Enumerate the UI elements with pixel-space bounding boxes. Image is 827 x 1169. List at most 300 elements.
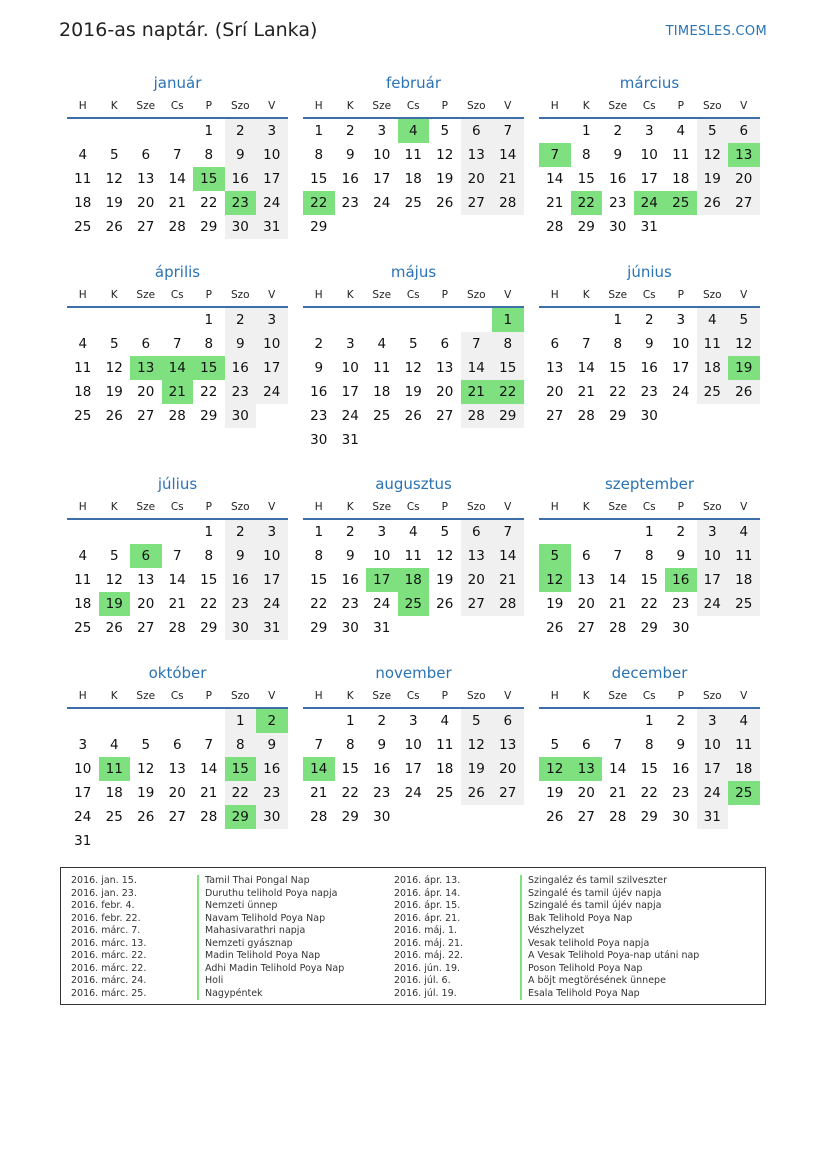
day-cell: 28	[577, 408, 595, 424]
month-name: szeptember	[604, 475, 695, 493]
week-row	[303, 781, 524, 805]
week-row	[303, 616, 524, 640]
day-cell: 29	[200, 408, 218, 424]
weekday-label: Sze	[372, 289, 392, 301]
weekday-label: Cs	[406, 501, 420, 513]
day-cell: 31	[256, 616, 288, 640]
day-cell: 25	[74, 620, 92, 636]
day-cell: 20	[461, 568, 493, 592]
weekday-label: Cs	[406, 289, 420, 301]
empty-day-cell	[162, 829, 194, 853]
month-1	[67, 71, 288, 239]
day-cell: 18	[74, 596, 92, 612]
day-cell: 1	[225, 709, 257, 733]
empty-day-cell	[398, 616, 430, 640]
weekday-label: V	[504, 690, 512, 702]
day-cell: 25	[74, 219, 92, 235]
month-name: január	[153, 74, 202, 92]
weekday-label: Sze	[372, 100, 392, 112]
weekday-label: V	[740, 289, 748, 301]
weekday-label: K	[346, 100, 354, 112]
weekday-label: K	[346, 501, 354, 513]
month-name: október	[148, 664, 207, 682]
holiday-day-cell: 11	[99, 757, 131, 781]
day-cell: 25	[404, 195, 422, 211]
day-cell: 30	[225, 616, 257, 640]
day-cell: 17	[697, 757, 729, 781]
week-row	[303, 733, 524, 757]
day-cell: 3	[408, 713, 418, 729]
weekday-label: H	[314, 501, 323, 513]
day-cell: 29	[577, 219, 595, 235]
day-cell: 26	[436, 195, 454, 211]
day-cell: 2	[613, 123, 623, 139]
weekday-label: Sze	[608, 100, 628, 112]
day-cell: 25	[74, 408, 92, 424]
day-cell: 6	[440, 336, 450, 352]
weekday-label: H	[78, 690, 87, 702]
weekday-label: Szo	[230, 100, 250, 112]
weekday-label: V	[740, 690, 748, 702]
holiday-day-cell: 19	[728, 356, 760, 380]
month-name: március	[619, 74, 680, 92]
empty-day-cell	[256, 404, 288, 428]
day-cell: 21	[577, 384, 595, 400]
weekday-label: H	[550, 100, 559, 112]
day-cell: 16	[310, 384, 328, 400]
holiday-day-cell: 29	[225, 805, 257, 829]
week-row	[539, 616, 760, 640]
legend-row	[394, 975, 699, 988]
empty-day-cell	[256, 829, 288, 853]
day-cell: 4	[78, 147, 88, 163]
legend-holiday-name: Poson Telihold Poya Nap	[528, 962, 643, 974]
day-cell: 17	[256, 167, 288, 191]
day-cell: 28	[461, 404, 493, 428]
day-cell: 13	[461, 143, 493, 167]
empty-day-cell	[398, 805, 430, 829]
day-cell: 15	[200, 572, 218, 588]
day-cell: 11	[74, 171, 92, 187]
weekday-label: P	[677, 289, 684, 301]
day-cell: 13	[137, 572, 155, 588]
week-row	[67, 404, 288, 428]
legend-date: 2016. márc. 13.	[71, 937, 147, 949]
day-cell: 13	[577, 572, 595, 588]
day-cell: 9	[345, 147, 355, 163]
day-cell: 4	[697, 308, 729, 332]
day-cell: 7	[172, 147, 182, 163]
week-row	[303, 757, 524, 781]
legend-row	[394, 925, 699, 938]
day-cell: 16	[341, 572, 359, 588]
day-cell: 31	[74, 833, 92, 849]
day-cell: 13	[137, 171, 155, 187]
day-cell: 13	[546, 360, 564, 376]
weekday-label: H	[314, 100, 323, 112]
empty-day-cell	[398, 215, 430, 239]
empty-day-cell	[99, 520, 131, 544]
day-cell: 10	[256, 332, 288, 356]
holiday-day-cell: 12	[539, 568, 571, 592]
empty-day-cell	[162, 520, 194, 544]
day-cell: 9	[613, 147, 623, 163]
empty-day-cell	[571, 709, 603, 733]
week-row	[303, 805, 524, 829]
weekday-label: V	[740, 100, 748, 112]
day-cell: 22	[200, 596, 218, 612]
day-cell: 29	[640, 809, 658, 825]
day-cell: 9	[225, 332, 257, 356]
day-cell: 5	[697, 119, 729, 143]
week-row	[67, 781, 288, 805]
legend-marker	[520, 925, 522, 938]
legend-row	[394, 900, 699, 913]
day-cell: 4	[377, 336, 387, 352]
weekday-label: Szo	[702, 289, 722, 301]
day-cell: 19	[546, 596, 564, 612]
day-cell: 8	[204, 147, 214, 163]
weekday-label: K	[346, 289, 354, 301]
legend-marker	[197, 888, 199, 901]
day-cell: 14	[168, 171, 186, 187]
holiday-day-cell: 15	[193, 167, 225, 191]
day-cell: 14	[546, 171, 564, 187]
day-cell: 8	[644, 737, 654, 753]
day-cell: 15	[577, 171, 595, 187]
day-cell: 30	[341, 620, 359, 636]
legend-holiday-name: Esala Telihold Poya Nap	[528, 987, 640, 999]
day-cell: 12	[436, 147, 454, 163]
day-cell: 12	[697, 143, 729, 167]
day-cell: 10	[640, 147, 658, 163]
week-row	[539, 167, 760, 191]
legend-holiday-name: Navam Telihold Poya Nap	[205, 912, 326, 924]
empty-day-cell	[366, 308, 398, 332]
holiday-day-cell: 22	[571, 191, 603, 215]
day-cell: 28	[492, 592, 524, 616]
day-cell: 25	[373, 408, 391, 424]
day-cell: 2	[345, 524, 355, 540]
day-cell: 2	[676, 524, 686, 540]
empty-day-cell	[67, 308, 99, 332]
day-cell: 8	[314, 147, 324, 163]
week-row	[539, 709, 760, 733]
weekday-label: P	[677, 690, 684, 702]
day-cell: 28	[200, 809, 218, 825]
day-cell: 8	[314, 548, 324, 564]
day-cell: 2	[644, 312, 654, 328]
day-cell: 28	[609, 620, 627, 636]
weekday-label: Cs	[170, 100, 184, 112]
weekday-header	[303, 284, 524, 306]
day-cell: 30	[225, 215, 257, 239]
empty-day-cell	[429, 428, 461, 452]
week-row	[67, 544, 288, 568]
month-name: február	[385, 74, 442, 92]
legend-date: 2016. máj. 22.	[394, 950, 464, 961]
day-cell: 27	[492, 781, 524, 805]
day-cell: 23	[225, 592, 257, 616]
legend-date: 2016. ápr. 15.	[394, 900, 461, 911]
day-cell: 20	[168, 785, 186, 801]
day-cell: 14	[609, 572, 627, 588]
weekday-label: K	[346, 690, 354, 702]
weekday-header	[67, 284, 288, 306]
legend-holiday-name: Madin Telihold Poya Nap	[205, 950, 321, 961]
weekday-label: P	[205, 100, 212, 112]
day-cell: 14	[168, 572, 186, 588]
holiday-day-cell: 23	[225, 191, 257, 215]
day-cell: 24	[74, 809, 92, 825]
empty-day-cell	[366, 215, 398, 239]
weekday-header	[67, 685, 288, 707]
legend-row	[394, 963, 699, 976]
day-cell: 5	[461, 709, 493, 733]
holiday-day-cell: 13	[130, 356, 162, 380]
day-cell: 21	[492, 568, 524, 592]
legend-date: 2016. márc. 25.	[71, 987, 147, 999]
empty-day-cell	[697, 215, 729, 239]
day-cell: 20	[728, 167, 760, 191]
legend-date: 2016. jan. 23.	[71, 887, 137, 899]
holiday-day-cell: 21	[461, 380, 493, 404]
day-cell: 20	[461, 167, 493, 191]
day-cell: 26	[697, 191, 729, 215]
weekday-label: Cs	[406, 690, 420, 702]
legend-date: 2016. febr. 4.	[71, 900, 135, 911]
empty-day-cell	[335, 215, 367, 239]
empty-day-cell	[539, 308, 571, 332]
empty-day-cell	[728, 805, 760, 829]
weekday-label: P	[441, 690, 448, 702]
legend-marker	[197, 988, 199, 1001]
week-row	[67, 191, 288, 215]
day-cell: 28	[609, 809, 627, 825]
weekday-label: Cs	[642, 501, 656, 513]
empty-day-cell	[461, 616, 493, 640]
empty-day-cell	[366, 428, 398, 452]
day-cell: 22	[640, 785, 658, 801]
legend-row	[71, 938, 344, 951]
week-row	[67, 733, 288, 757]
holiday-day-cell: 14	[303, 757, 335, 781]
day-cell: 17	[256, 568, 288, 592]
week-row	[303, 308, 524, 332]
day-cell: 12	[137, 761, 155, 777]
day-cell: 18	[74, 384, 92, 400]
legend-date: 2016. jan. 15.	[71, 875, 137, 886]
day-cell: 26	[137, 809, 155, 825]
legend-marker	[520, 900, 522, 913]
day-cell: 28	[492, 191, 524, 215]
day-cell: 1	[204, 524, 214, 540]
week-row	[303, 404, 524, 428]
legend-marker	[520, 938, 522, 951]
legend-marker	[520, 888, 522, 901]
day-cell: 2	[225, 308, 257, 332]
brand-link[interactable]: TIMESLES.COM	[665, 24, 767, 39]
legend-holiday-name: Szingaléz és tamil szilveszter	[528, 875, 668, 886]
day-cell: 22	[225, 781, 257, 805]
day-cell: 5	[440, 123, 450, 139]
week-row	[303, 709, 524, 733]
day-cell: 11	[728, 544, 760, 568]
legend-marker	[197, 950, 199, 963]
day-cell: 6	[550, 336, 560, 352]
holiday-legend-left-column	[71, 875, 344, 1000]
holiday-day-cell: 6	[130, 544, 162, 568]
day-cell: 11	[74, 572, 92, 588]
weekday-label: Cs	[170, 501, 184, 513]
legend-marker	[197, 900, 199, 913]
day-cell: 4	[728, 520, 760, 544]
day-cell: 29	[609, 408, 627, 424]
day-cell: 2	[377, 713, 387, 729]
week-row	[303, 191, 524, 215]
legend-date: 2016. júl. 19.	[394, 987, 457, 999]
weekday-label: P	[205, 690, 212, 702]
weekday-label: Sze	[608, 690, 628, 702]
legend-marker	[197, 975, 199, 988]
day-cell: 26	[436, 596, 454, 612]
day-cell: 11	[728, 733, 760, 757]
holiday-day-cell: 13	[571, 757, 603, 781]
weekday-label: Sze	[608, 501, 628, 513]
week-row	[67, 332, 288, 356]
empty-day-cell	[303, 709, 335, 733]
day-cell: 29	[310, 620, 328, 636]
weekday-header	[539, 685, 760, 707]
empty-day-cell	[461, 428, 493, 452]
day-cell: 11	[672, 147, 690, 163]
month-name: augusztus	[375, 475, 452, 493]
day-cell: 15	[492, 356, 524, 380]
day-cell: 18	[404, 171, 422, 187]
week-row	[303, 119, 524, 143]
week-row	[67, 520, 288, 544]
day-cell: 7	[314, 737, 324, 753]
legend-row	[71, 888, 344, 901]
empty-day-cell	[461, 805, 493, 829]
day-cell: 17	[640, 171, 658, 187]
day-cell: 29	[640, 620, 658, 636]
day-cell: 2	[314, 336, 324, 352]
day-cell: 7	[204, 737, 214, 753]
day-cell: 7	[492, 520, 524, 544]
weekday-label: V	[504, 501, 512, 513]
day-cell: 6	[728, 119, 760, 143]
empty-day-cell	[162, 308, 194, 332]
day-cell: 10	[672, 336, 690, 352]
legend-marker	[520, 875, 522, 888]
day-cell: 20	[546, 384, 564, 400]
day-cell: 22	[609, 384, 627, 400]
day-cell: 20	[137, 596, 155, 612]
day-cell: 26	[404, 408, 422, 424]
day-cell: 16	[225, 356, 257, 380]
day-cell: 1	[613, 312, 623, 328]
weekday-label: Cs	[170, 289, 184, 301]
day-cell: 27	[137, 219, 155, 235]
day-cell: 17	[672, 360, 690, 376]
weekday-label: Sze	[372, 690, 392, 702]
day-cell: 23	[341, 195, 359, 211]
weekday-label: K	[110, 690, 118, 702]
weekday-label: Szo	[466, 690, 486, 702]
day-cell: 18	[436, 761, 454, 777]
weekday-label: K	[110, 289, 118, 301]
week-row	[303, 380, 524, 404]
holiday-day-cell: 5	[539, 544, 571, 568]
day-cell: 18	[728, 757, 760, 781]
day-cell: 9	[644, 336, 654, 352]
day-cell: 17	[373, 171, 391, 187]
day-cell: 3	[377, 524, 387, 540]
week-row	[303, 332, 524, 356]
day-cell: 9	[676, 548, 686, 564]
holiday-day-cell: 15	[225, 757, 257, 781]
day-cell: 1	[644, 524, 654, 540]
legend-marker	[520, 950, 522, 963]
day-cell: 20	[492, 757, 524, 781]
holiday-day-cell: 14	[162, 356, 194, 380]
legend-date: 2016. ápr. 21.	[394, 912, 461, 924]
day-cell: 7	[613, 548, 623, 564]
day-cell: 27	[577, 620, 595, 636]
legend-date: 2016. ápr. 13.	[394, 875, 461, 886]
holiday-legend-right-column	[394, 875, 699, 1000]
day-cell: 21	[609, 785, 627, 801]
weekday-label: Sze	[136, 100, 156, 112]
day-cell: 8	[492, 332, 524, 356]
weekday-label: Szo	[466, 100, 486, 112]
day-cell: 27	[546, 408, 564, 424]
day-cell: 10	[256, 143, 288, 167]
day-cell: 15	[609, 360, 627, 376]
day-cell: 22	[200, 195, 218, 211]
day-cell: 10	[341, 360, 359, 376]
day-cell: 14	[492, 143, 524, 167]
holiday-day-cell: 4	[398, 119, 430, 143]
week-row	[539, 143, 760, 167]
legend-date: 2016. márc. 22.	[71, 962, 147, 974]
empty-day-cell	[162, 119, 194, 143]
weekday-label: Cs	[642, 289, 656, 301]
day-cell: 19	[105, 195, 123, 211]
legend-row	[394, 875, 699, 888]
week-row	[303, 356, 524, 380]
day-cell: 24	[373, 596, 391, 612]
empty-day-cell	[697, 616, 729, 640]
week-row	[539, 119, 760, 143]
weekday-label: Szo	[466, 289, 486, 301]
holiday-day-cell: 13	[728, 143, 760, 167]
week-row	[67, 616, 288, 640]
day-cell: 13	[168, 761, 186, 777]
legend-marker	[197, 963, 199, 976]
day-cell: 24	[256, 380, 288, 404]
day-cell: 14	[492, 544, 524, 568]
weekday-label: Cs	[642, 100, 656, 112]
legend-date: 2016. márc. 24.	[71, 975, 147, 986]
empty-day-cell	[697, 404, 729, 428]
month-name: április	[154, 263, 201, 281]
weekday-header	[303, 496, 524, 518]
day-cell: 21	[609, 596, 627, 612]
legend-holiday-name: Vesak telihold Poya napja	[528, 937, 650, 949]
day-cell: 23	[225, 380, 257, 404]
